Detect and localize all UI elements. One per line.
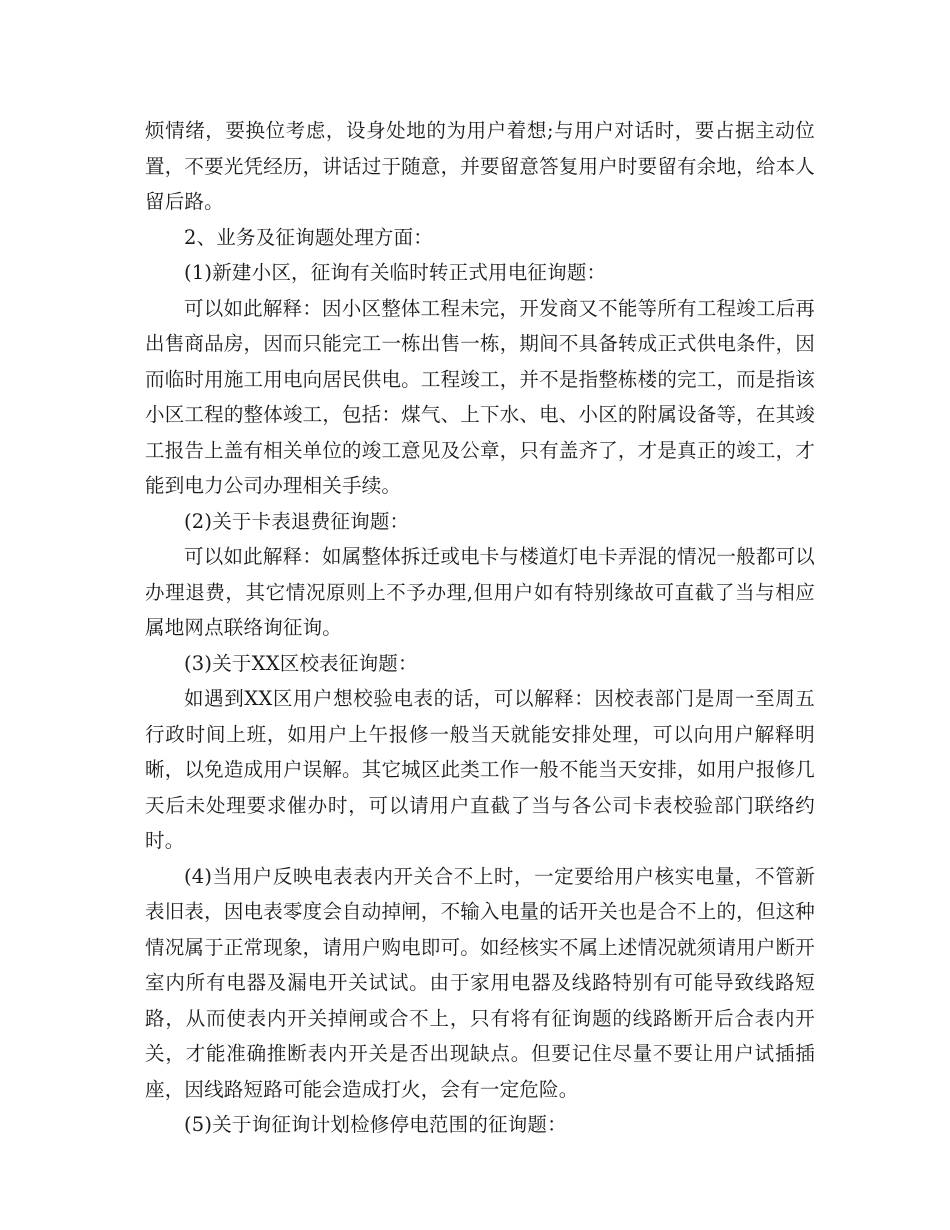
paragraph-continuation: 烦情绪，要换位考虑，设身处地的为用户着想;与用户对话时，要占据主动位置，不要光凭经历，讲话过于随意，并要留意答复用户时要留有余地，给本人留后路。	[145, 119, 815, 213]
item-heading-5: (5)关于询征询计划检修停电范围的征询题：	[184, 1113, 567, 1136]
section-heading-business: 2、业务及征询题处理方面：	[184, 225, 434, 249]
item-body-2: 可以如此解释：如属整体拆迁或电卡与楼道灯电卡弄混的情况一般都可以办理退费，其它情况原则上不予办理,但用户如有特别缘故可直截了当与相应属地网点联络询征询。	[145, 545, 815, 639]
item-body-4: (4)当用户反映电表表内开关合不上时，一定要给用户核实电量，不管新表旧表，因电表零度会自动掉闸，不输入电量的话开关也是合不上的，但这种情况属于正常现象，请用户购电即可。如经核实不属上述情况就须请用户断开室内所有电器及漏电开关试试。由于家用电器及线路特别有可能导致线路短路，从而使表内开关掉闸或合不上，只有将有征询题的线路断开后合表内开关，才能准确推断表内开关是否出现缺点。但要记住尽量不要让用户试插插座，因线路短路可能会造成打火，会有一定危险。	[145, 864, 815, 1101]
item-heading-1: (1)新建小区，征询有关临时转正式用电征询题：	[184, 261, 607, 284]
item-body-1: 可以如此解释：因小区整体工程未完，开发商又不能等所有工程竣工后再出售商品房，因而只能完工一栋出售一栋，期间不具备转成正式供电条件，因而临时用施工用电向居民供电。工程竣工，并不是指整栋楼的完工，而是指该小区工程的整体竣工，包括：煤气、上下水、电、小区的附属设备等，在其竣工报告上盖有相关单位的竣工意见及公章，只有盖齐了，才是真正的竣工，才能到电力公司办理相关手续。	[145, 296, 815, 497]
item-body-3: 如遇到XX区用户想校验电表的话，可以解释：因校表部门是周一至周五行政时间上班，如用户上午报修一般当天就能安排处理，可以向用户解释明晰，以免造成用户误解。其它城区此类工作一般不能当天安排，如用户报修几天后未处理要求催办时，可以请用户直截了当与各公司卡表校验部门联络约时。	[145, 687, 815, 852]
document-body	[145, 113, 815, 1143]
item-heading-3: (3)关于XX区校表征询题：	[184, 651, 418, 675]
item-heading-2: (2)关于卡表退费征询题：	[184, 509, 410, 533]
